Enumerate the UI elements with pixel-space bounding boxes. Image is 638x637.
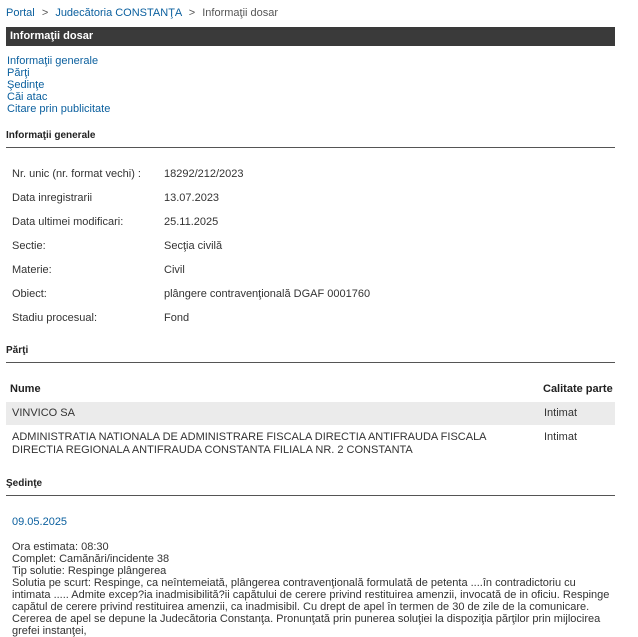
hearing-details	[12, 541, 612, 637]
party-role: Intimat	[544, 431, 578, 443]
section-nav	[7, 55, 110, 115]
hearing-tip-solutie: Tip solutie: Respinge plângerea	[12, 565, 167, 577]
breadcrumb-portal-link[interactable]: Portal	[6, 7, 35, 19]
party-name: ADMINISTRATIA NATIONALA DE ADMINISTRARE FISCALA DIRECTIA ANTIFRAUDA FISCALA DIRECTIA REGIONALA ANTIFRAUDA CONSTANTA FILIALA NR. 2 CONSTANTA	[12, 431, 486, 456]
info-label: Obiect:	[12, 288, 47, 300]
hearing-solutie: Solutia pe scurt: Respinge, ca neîntemeiată, plângerea contravenţională formulată de petenta ....în contradictoriu cu intimata ..... Admite excep?ia inadmisibilită?ii capătului de cerere privind restituirea amenzii, invocată de in oficiu. Respinge capătul de cerere privind restituirea amenzii, ca inadmisibil. Cu drept de apel în termen de 30 de zile de la comunicare. Cererea de apel se depune la Judecătoria Constanţa. Pronunţată prin punerea soluţiei la dispoziţia părţilor prin mijlocirea grefei instanţei,	[12, 577, 610, 637]
info-value: Secţia civilă	[164, 240, 223, 252]
info-label: Stadiu procesual:	[12, 312, 97, 324]
info-value: Fond	[164, 312, 190, 324]
info-label: Data ultimei modificari:	[12, 216, 124, 228]
nav-link-parti[interactable]: Părţi	[7, 67, 30, 79]
breadcrumb-court-link[interactable]: Judecătoria CONSTANŢA	[55, 7, 182, 19]
nav-link-sedinte[interactable]: Şedinţe	[7, 79, 45, 91]
nav-link-cai-atac[interactable]: Căi atac	[7, 91, 48, 103]
hearing-date: 09.05.2025	[12, 516, 68, 528]
breadcrumb-separator: >	[41, 7, 49, 19]
table-row	[6, 425, 615, 459]
info-label: Sectie:	[12, 240, 46, 252]
info-label: Materie:	[12, 264, 52, 276]
info-label: Data inregistrarii	[12, 192, 93, 204]
nav-link-informatii-generale[interactable]: Informaţii generale	[7, 55, 99, 67]
sedinte-heading: Şedinţe	[6, 478, 615, 496]
info-value: Civil	[164, 264, 185, 276]
breadcrumb-current: Informaţii dosar	[202, 7, 279, 19]
table-header-row	[6, 376, 615, 398]
breadcrumb	[6, 7, 278, 19]
party-role: Intimat	[544, 407, 578, 419]
breadcrumb-separator: >	[188, 7, 196, 19]
hearing-complet: Complet: Camănări/incidente 38	[12, 553, 170, 565]
info-value: 25.11.2025	[164, 216, 219, 228]
info-label: Nr. unic (nr. format vechi) :	[12, 168, 141, 180]
page-title: Informaţii dosar	[6, 27, 615, 46]
info-value: 13.07.2023	[164, 192, 220, 204]
column-header-calitate: Calitate parte	[543, 383, 613, 395]
parti-table	[6, 376, 615, 459]
info-value: 18292/212/2023	[164, 168, 244, 180]
hearing-ora: Ora estimata: 08:30	[12, 541, 109, 553]
table-row	[6, 402, 615, 425]
nav-link-citare-publicitate[interactable]: Citare prin publicitate	[7, 103, 111, 115]
parti-heading: Părţi	[6, 345, 615, 363]
column-header-nume: Nume	[10, 383, 41, 395]
party-name: VINVICO SA	[12, 407, 75, 419]
general-info-heading: Informaţii generale	[6, 130, 615, 148]
info-value: plângere contravenţională DGAF 0001760	[164, 288, 371, 300]
